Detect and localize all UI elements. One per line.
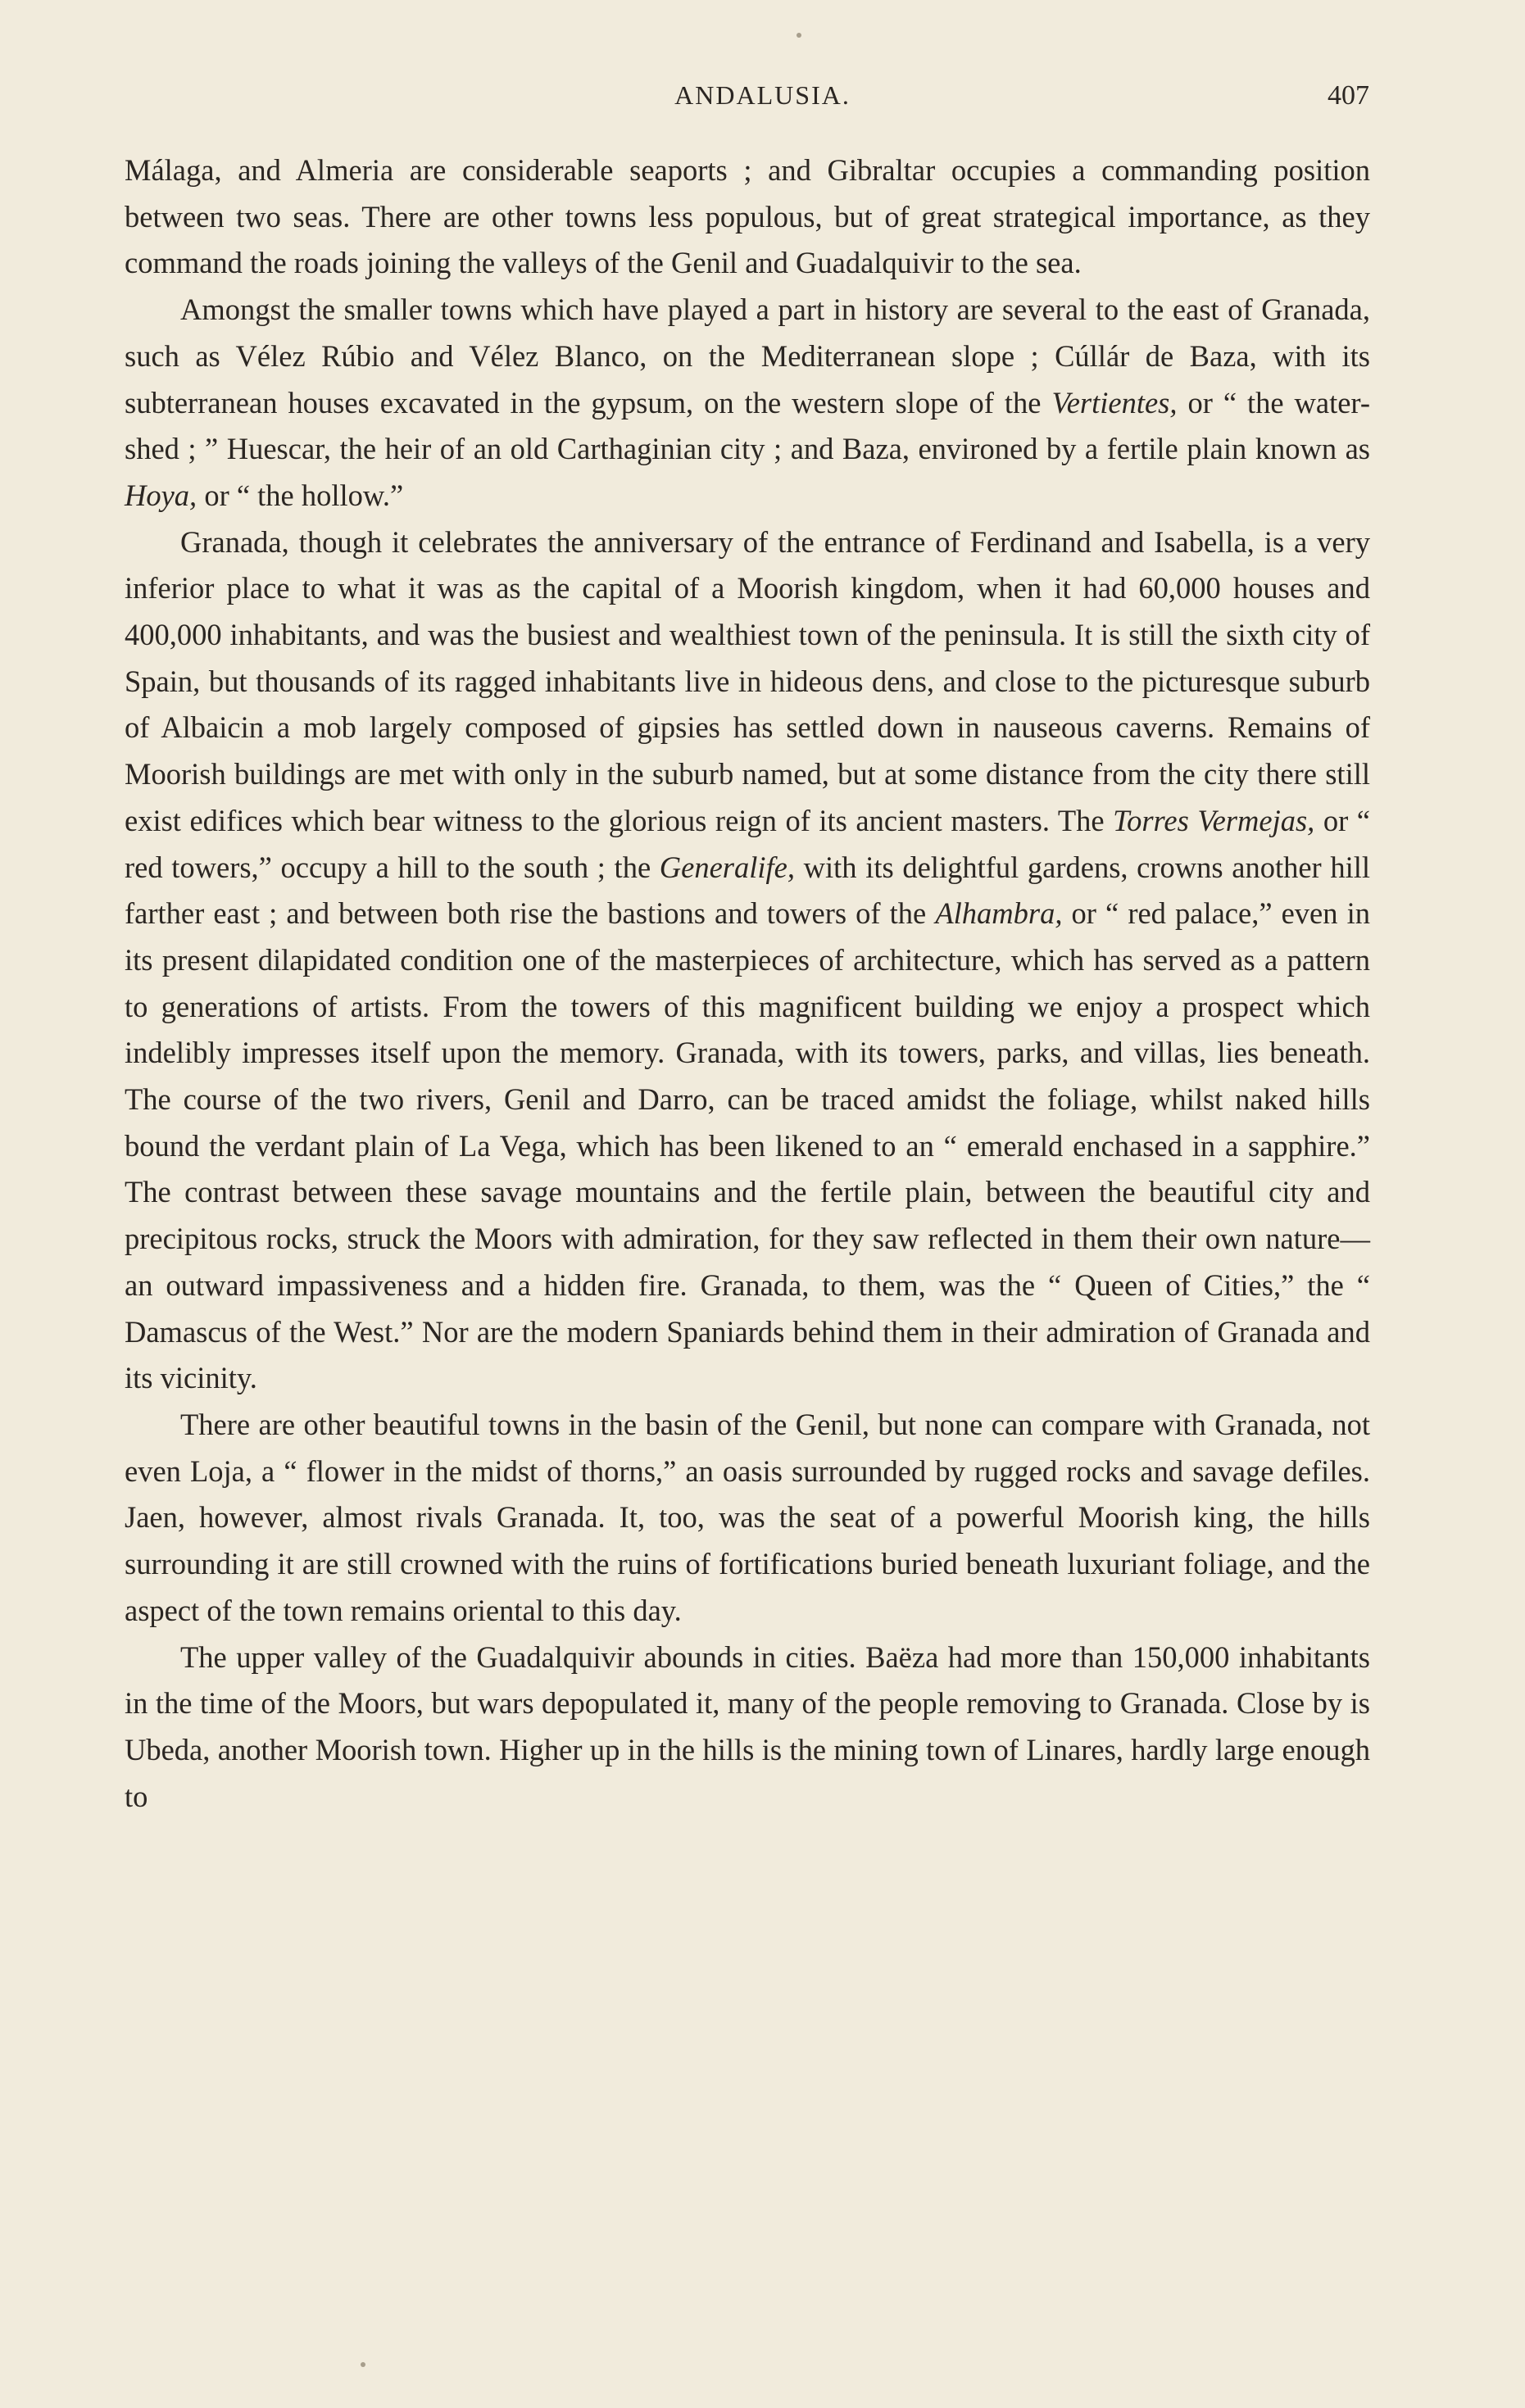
- italic-phrase: Generalife,: [659, 850, 796, 884]
- running-title: ANDALUSIA.: [674, 80, 851, 110]
- page-speck-bottom: [361, 2362, 365, 2367]
- italic-phrase: Hoya,: [125, 478, 197, 512]
- text-run: or “ the hollow.”: [197, 478, 404, 512]
- text-run: or “ red towers,” occupy a hill to the south ; the: [125, 803, 1370, 884]
- italic-phrase: Alhambra,: [935, 896, 1063, 931]
- running-head: [0, 80, 1525, 113]
- paragraph: [125, 1635, 1370, 1821]
- body-text: [125, 147, 1370, 1820]
- paragraph: [125, 1402, 1370, 1635]
- text-run: There are other beautiful towns in the basin of the Genil, but none can compare with Granada, not even Loja, a “ flower in the midst of thorns,” an oasis surrounded by rugged rocks and savage defiles. Jaen, however, almost rivals Granada. It, too, was the seat of a powerful Moorish king, the hills surrounding it are still crowned with the ruins of fortifications buried beneath luxuriant foliage, and the aspect of the town remains oriental to this day.: [125, 1407, 1370, 1627]
- text-run: Málaga, and Almeria are considerable seaports ; and Gibraltar occupies a commanding position between two seas. There are other towns less populous, but of great strategical importance, as they command the roads joining the valleys of the Genil and Guadalquivir to the sea.: [125, 153, 1370, 280]
- text-run: Amongst the smaller towns which have played a part in history are several to the east of Granada, such as Vélez Rúbio and Vélez Blanco, on the Mediterranean slope ; Cúllár de Baza, with its subterranean houses excavated in the gypsum, on the western slope of the: [125, 292, 1370, 419]
- italic-phrase: Torres Vermejas,: [1113, 803, 1315, 837]
- paragraph: [125, 147, 1370, 287]
- text-run: or “ the water-shed ; ” Huescar, the heir of an old Carthaginian city ; and Baza, environed by a fertile plain known as: [125, 385, 1370, 466]
- text-run: The upper valley of the Guadalquivir abounds in cities. Baëza had more than 150,000 inhabitants in the time of the Moors, but wars depopulated it, many of the people removing to Granada. Close by is Ubeda, another Moorish town. Higher up in the hills is the mining town of Linares, hardly large enough to: [125, 1639, 1370, 1813]
- page-number: 407: [1328, 80, 1369, 111]
- text-run: with its delightful gardens, crowns another hill farther east ; and between both rise the bastions and towers of the: [125, 850, 1371, 931]
- text-run: Granada, though it celebrates the anniversary of the entrance of Ferdinand and Isabella, is a very inferior place to what it was as the capital of a Moorish kingdom, when it had 60,000 houses and 400,000 inhabitants, and was the busiest and wealthiest town of the peninsula. It is still the sixth city of Spain, but thousands of its ragged inhabitants live in hideous dens, and close to the picturesque suburb of Albaicin a mob largely composed of gipsies has settled down in nauseous caverns. Remains of Moorish buildings are met with only in the suburb named, but at some distance from the city there still exist edifices which bear witness to the glorious reign of its ancient masters. The: [125, 524, 1370, 837]
- paragraph: [125, 287, 1370, 519]
- italic-phrase: Vertientes,: [1051, 385, 1178, 419]
- paragraph: [125, 519, 1370, 1402]
- page-speck-top: [797, 33, 801, 38]
- text-run: or “ red palace,” even in its present dilapidated condition one of the masterpieces of architecture, which has served as a pattern to generations of artists. From the towers of this magnificent building we enjoy a prospect which indelibly impresses itself upon the memory. Granada, with its towers, parks, and villas, lies beneath. The course of the two rivers, Genil and Darro, can be traced amidst the foliage, whilst naked hills bound the verdant plain of La Vega, which has been likened to an “ emerald enchased in a sapphire.” The contrast between these savage mountains and the fertile plain, between the beautiful city and precipitous rocks, struck the Moors with admiration, for they saw reflected in them their own nature—an outward impassiveness and a hidden fire. Granada, to them, was the “ Queen of Cities,” the “ Damascus of the West.” Nor are the modern Spaniards behind them in their admiration of Granada and its vicinity.: [125, 896, 1370, 1395]
